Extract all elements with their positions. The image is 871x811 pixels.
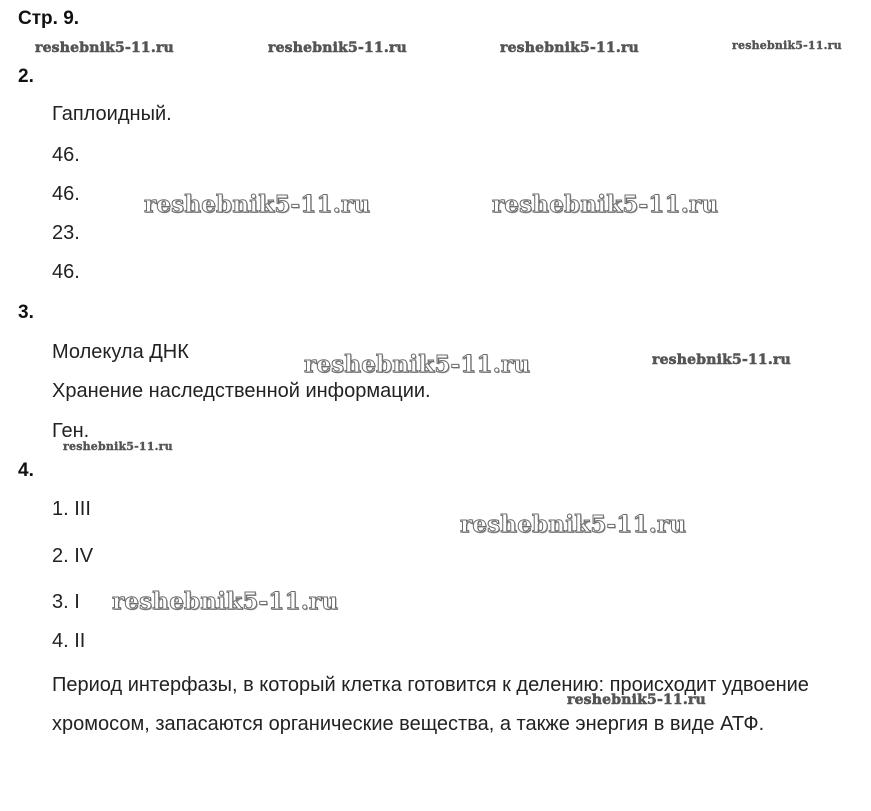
question-3-number: 3. xyxy=(18,302,34,323)
watermark: reshebnik5-11.ru xyxy=(268,40,407,56)
question-3-answer-3: Ген. xyxy=(52,420,90,442)
question-2-number: 2. xyxy=(18,66,34,87)
watermark: reshebnik5-11.ru xyxy=(732,39,842,52)
watermark: reshebnik5-11.ru xyxy=(304,351,531,378)
question-4-paragraph: Период интерфазы, в который клетка готовится к делению: происходит удвоение хромосом, запасаются органические вещества, а также энергия в виде АТФ. xyxy=(52,674,809,735)
question-4-number: 4. xyxy=(18,460,34,481)
watermark: reshebnik5-11.ru xyxy=(460,511,687,538)
question-3-answer-1: Молекула ДНК xyxy=(52,341,189,363)
page-title: Стр. 9. xyxy=(18,8,80,29)
watermark: reshebnik5-11.ru xyxy=(652,352,791,368)
watermark: reshebnik5-11.ru xyxy=(144,191,371,218)
watermark: reshebnik5-11.ru xyxy=(500,40,639,56)
question-2-answer-3: 46. xyxy=(52,183,80,205)
question-2-answer-2: 46. xyxy=(52,144,80,166)
question-4-answer-1: 1. III xyxy=(52,498,91,520)
watermark: reshebnik5-11.ru xyxy=(35,40,174,56)
watermark: reshebnik5-11.ru xyxy=(112,588,339,615)
watermark: reshebnik5-11.ru xyxy=(567,692,706,708)
watermark: reshebnik5-11.ru xyxy=(63,440,173,453)
question-4-answer-2: 2. IV xyxy=(52,545,94,567)
question-2-answer-5: 46. xyxy=(52,261,80,283)
watermark: reshebnik5-11.ru xyxy=(492,191,719,218)
question-2-answer-4: 23. xyxy=(52,222,80,244)
question-2-answer-1: Гаплоидный. xyxy=(52,103,172,125)
question-4-answer-4: 4. II xyxy=(52,630,86,652)
question-3-answer-2: Хранение наследственной информации. xyxy=(52,380,431,402)
question-4-answer-3: 3. I xyxy=(52,591,80,613)
